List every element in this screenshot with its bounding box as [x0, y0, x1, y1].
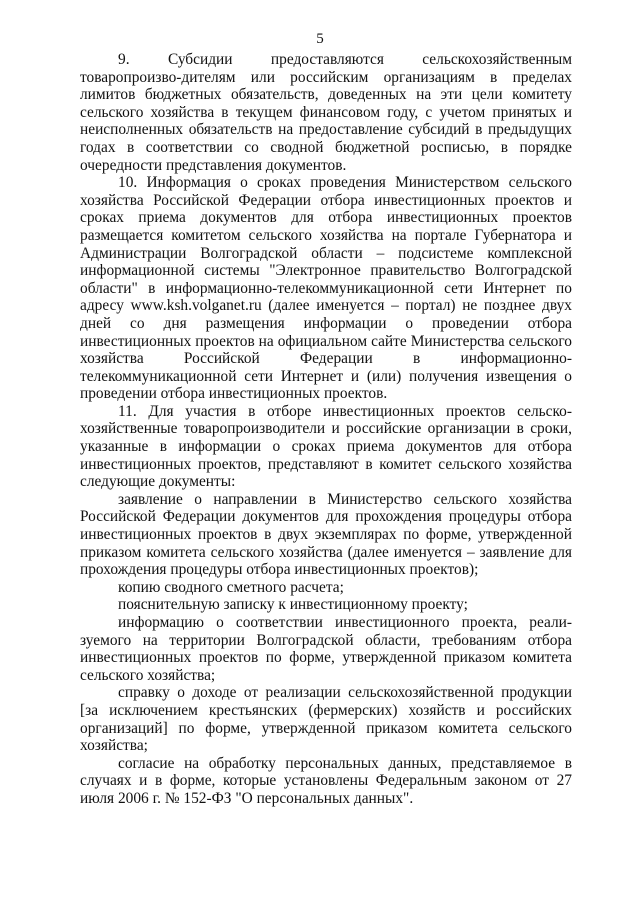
paragraph-11-participation: 11. Для участия в отборе инвестиционных проектов сельско-хозяйственные товаропроизводители и российские организации в сроки, указанные в информации о сроках приема документов для отбора инвестиционных проектов, представляют в комитет сельского хозяйства следующие документы:: [80, 402, 572, 491]
document-body: [80, 51, 572, 808]
list-item-income-certificate: справку о доходе от реализации сельскохозяйственной продукции [за исключением крестьянских (фермерских) хозяйств и российских организаций] по форме, утвержденной приказом комитета сельского хозяйства;: [80, 684, 572, 755]
page-number: 5: [316, 31, 324, 47]
list-item-compliance-info: информацию о соответствии инвестиционного проекта, реали-зуемого на территории Волгоградской области, требованиям отбора инвестиционных проектов по форме, утвержденной приказом комитета сельского хозяйства;: [80, 614, 572, 684]
paragraph-10-information: 10. Информация о сроках проведения Министерством сельского хозяйства Российской Федерации отбора инвестиционных проектов и сроках приема документов для отбора инвестиционных проектов размещается комитетом сельского хозяйства на портале Губернатора и Администрации Волгоградской области – подсистеме комплексной информационной системы "Электронное правительство Волгоградской области" в информационно-телекоммуникационной сети Интернет по адресу www.ksh.volganet.ru (далее именуется – портал) не позднее двух дней со дня размещения информации о проведении отбора инвестиционных проектов на официальном сайте Министерства сельского хозяйства Российской Федерации в информационно-телекоммуникационной сети Интернет и (или) получения извещения о проведении отбора инвестиционных проектов.: [80, 174, 572, 403]
paragraph-9-subsidies: 9. Субсидии предоставляются сельскохозяйственным товаропроизво-дителям или российским организациям в пределах лимитов бюджетных обязательств, доведенных на эти цели комитету сельского хозяйства в текущем финансовом году, с учетом принятых и неисполненных обязательств на предоставление субсидий в предыдущих годах в соответствии со сводной бюджетной росписью, в порядке очередности представления документов.: [80, 51, 572, 174]
list-item-explanatory-note: пояснительную записку к инвестиционному проекту;: [118, 596, 468, 614]
list-item-application: заявление о направлении в Министерство сельского хозяйства Российской Федерации документов для прохождения процедуры отбора инвестиционных проектов в двух экземплярах по форме, утвержденной приказом комитета сельского хозяйства (далее именуется – заявление для прохождения процедуры отбора инвестиционных проектов);: [80, 490, 572, 579]
list-item-estimate-copy: копию сводного сметного расчета;: [118, 578, 344, 596]
list-item-personal-data-consent: согласие на обработку персональных данных, представляемое в случаях и в форме, которые установлены Федеральным законом от 27 июля 2006 г. № 152-ФЗ "О персональных данных".: [80, 754, 572, 807]
